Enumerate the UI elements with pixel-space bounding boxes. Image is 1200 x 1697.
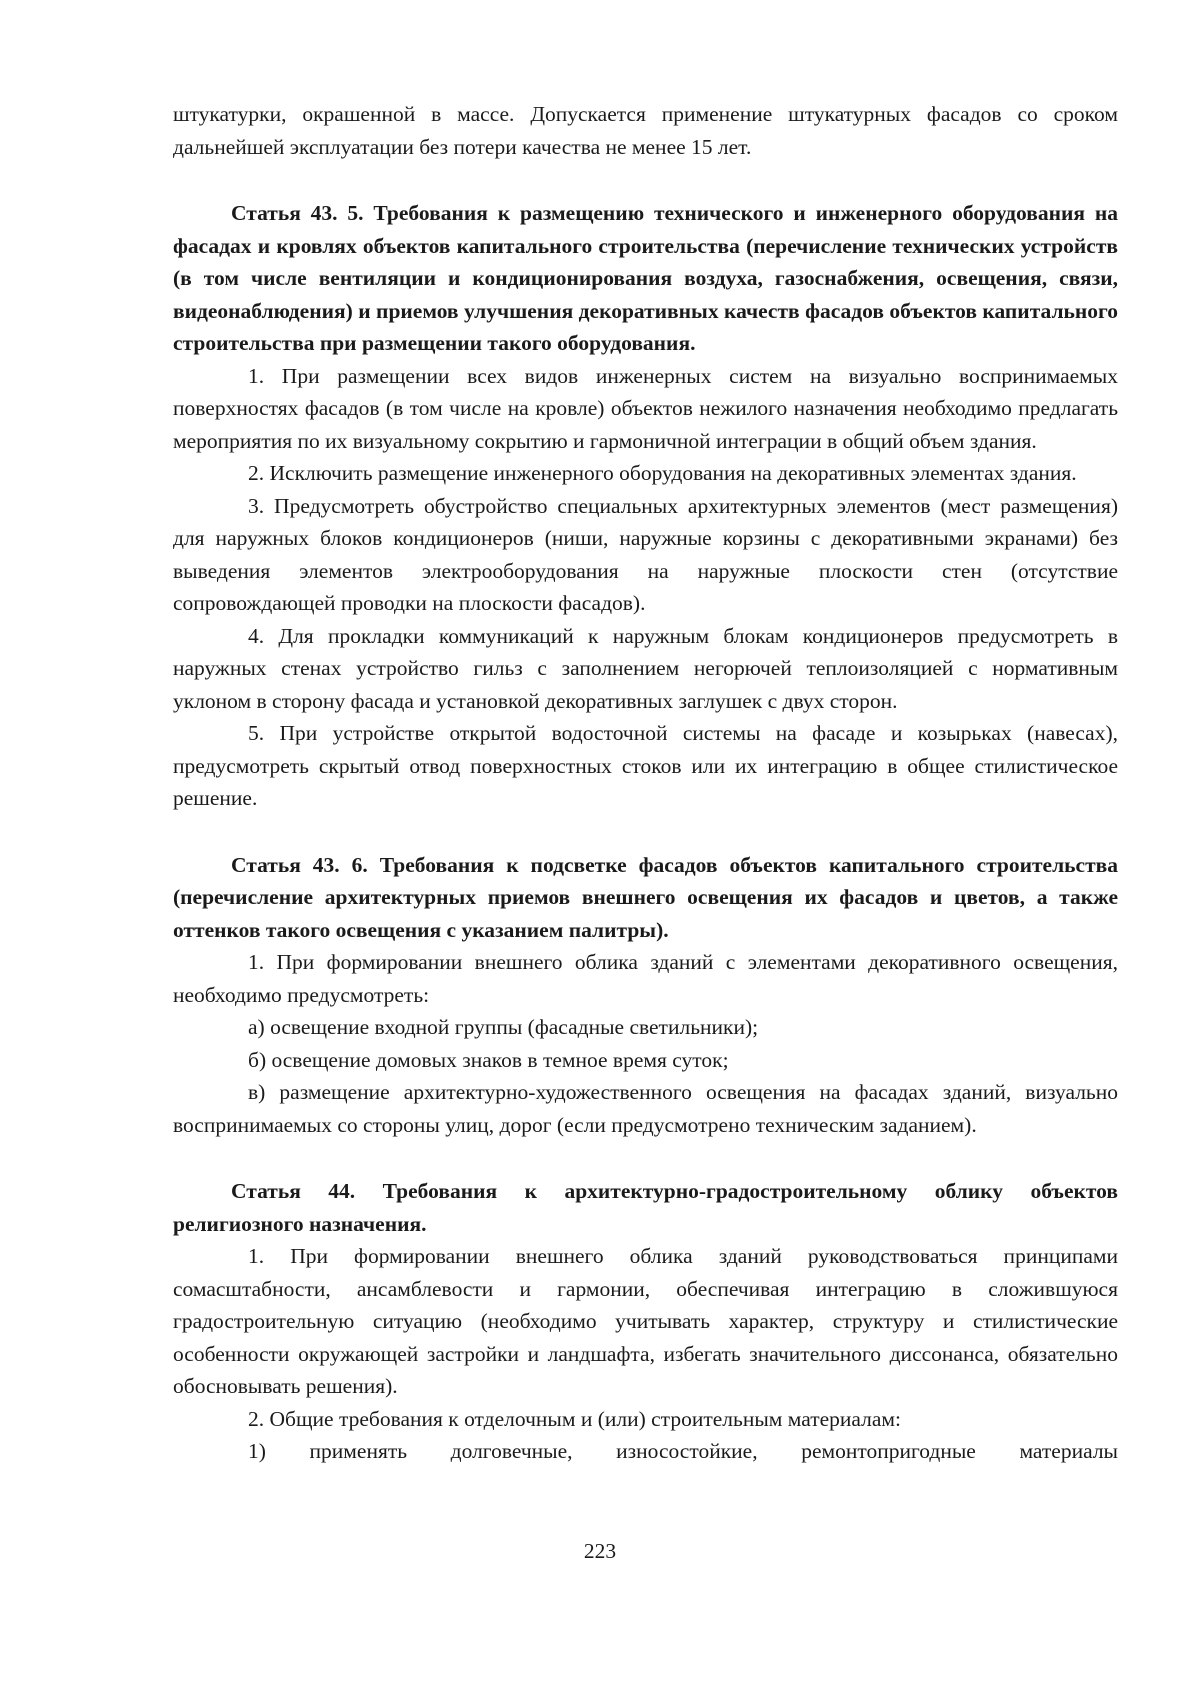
page-number: 223	[583, 1539, 617, 1563]
paragraph-44-item-2: 2. Общие требования к отделочным и (или) строительным материалам:	[248, 1406, 901, 1431]
paragraph-44-item-2-1: 1) применять долговечные, износостойкие, ремонтопригодные материалы	[248, 1439, 1118, 1463]
paragraph-43-6-item-1: 1. При формировании внешнего облика зданий с элементами декоративного освещения, необходимо предусмотреть:	[173, 950, 1118, 1007]
paragraph-43-5-item-2: 2. Исключить размещение инженерного оборудования на декоративных элементах здания.	[248, 461, 1077, 485]
paragraph-43-6-item-a: а) освещение входной группы (фасадные светильники);	[248, 1015, 759, 1039]
paragraph-43-5-item-5: 5. При устройстве открытой водосточной системы на фасаде и козырьках (навесах), предусмотреть скрытый отвод поверхностных стоков или их интеграцию в общее стилистическое решение.	[173, 721, 1118, 810]
document-page	[173, 98, 1118, 1468]
paragraph-43-6-item-c: в) размещение архитектурно-художественного освещения на фасадах зданий, визуально воспринимаемых со стороны улиц, дорог (если предусмотрено техническим заданием).	[173, 1080, 1118, 1137]
heading-article-43-6: Статья 43. 6. Требования к подсветке фасадов объектов капитального строительства (перечисление архитектурных приемов внешнего освещения их фасадов и цветов, а также оттенков такого освещения с указанием палитры).	[173, 852, 1118, 942]
paragraph-44-item-1: 1. При формировании внешнего облика зданий руководствоваться принципами сомасштабности, ансамблевости и гармонии, обеспечивая интеграцию в сложившуюся градостроительную ситуацию (необходимо учитывать характер, структуру и стилистические особенности окружающей застройки и ландшафта, избегать значительного диссонанса, обязательно обосновывать решения).	[173, 1244, 1118, 1398]
paragraph-43-5-item-3: 3. Предусмотреть обустройство специальных архитектурных элементов (мест размещения) для наружных блоков кондиционеров (ниши, наружные корзины с декоративными экранами) без выведения элементов электрооборудования на наружные плоскости стен (отсутствие сопровождающей проводки на плоскости фасадов).	[173, 493, 1118, 615]
paragraph-43-6-item-b: б) освещение домовых знаков в темное время суток;	[248, 1047, 729, 1072]
paragraph-43-5-item-4: 4. Для прокладки коммуникаций к наружным блокам кондиционеров предусмотреть в наружных стенах устройство гильз с заполнением негорючей теплоизоляцией с нормативным уклоном в сторону фасада и установкой декоративных заглушек с двух сторон.	[173, 623, 1118, 713]
heading-article-44: Статья 44. Требования к архитектурно-градостроительному облику объектов религиозного назначения.	[173, 1179, 1118, 1236]
paragraph-intro: штукатурки, окрашенной в массе. Допускается применение штукатурных фасадов со сроком дальнейшей эксплуатации без потери качества не менее 15 лет.	[173, 102, 1118, 159]
heading-article-43-5: Статья 43. 5. Требования к размещению технического и инженерного оборудования на фасадах и кровлях объектов капитального строительства (перечисление технических устройств (в том числе вентиляции и кондиционирования воздуха, газоснабжения, освещения, связи, видеонаблюдения) и приемов улучшения декоративных качеств фасадов объектов капитального строительства при размещении такого оборудования.	[173, 201, 1118, 355]
paragraph-43-5-item-1: 1. При размещении всех видов инженерных систем на визуально воспринимаемых поверхностях фасадов (в том числе на кровле) объектов нежилого назначения необходимо предлагать мероприятия по их визуальному сокрытию и гармоничной интеграции в общий объем здания.	[173, 363, 1118, 453]
